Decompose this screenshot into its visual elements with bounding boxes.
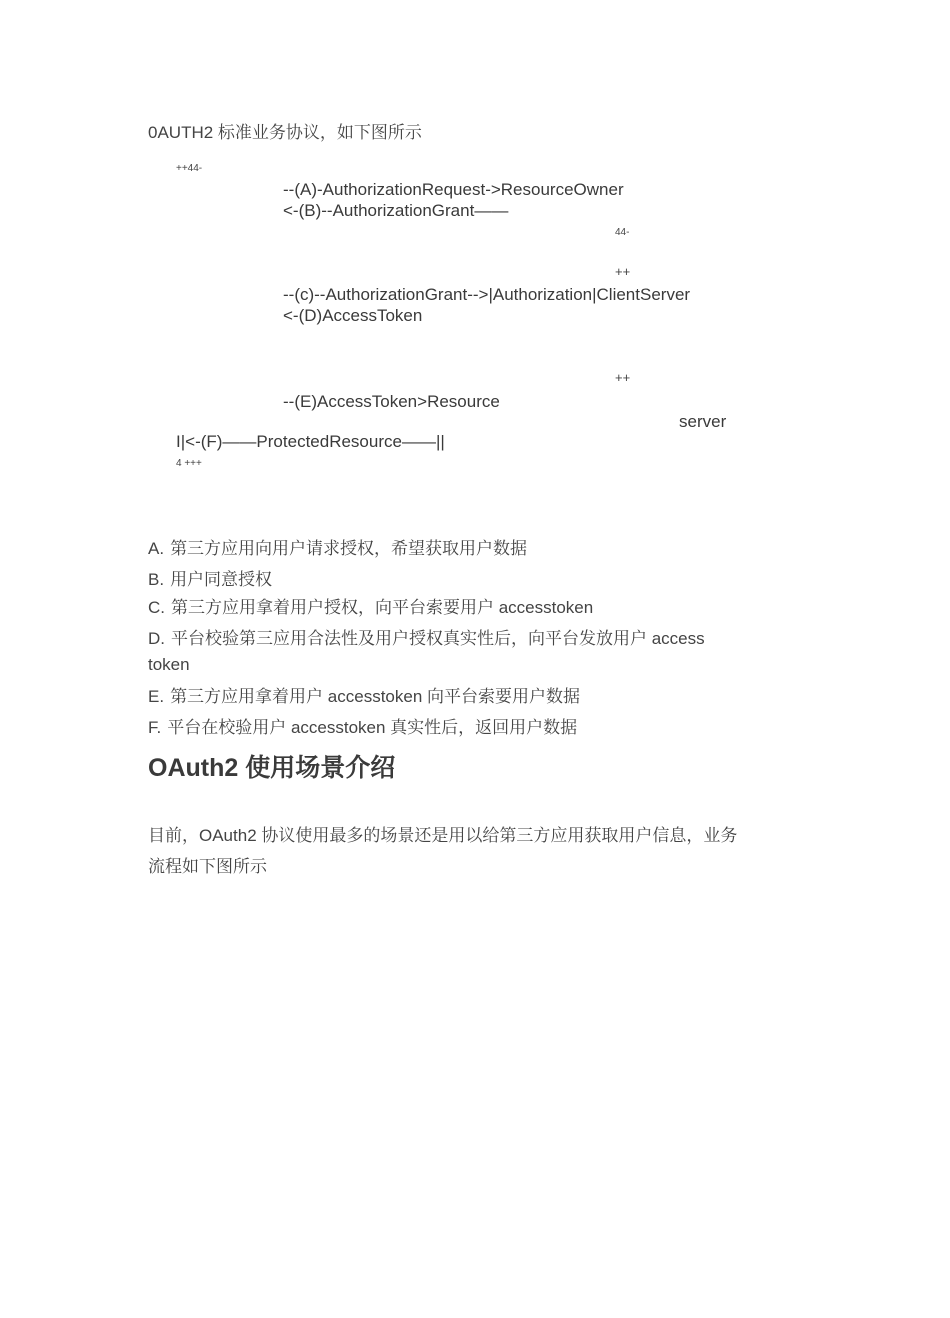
step-d: [148, 624, 705, 649]
step-f: [148, 713, 577, 738]
diagram-corner-top: ++44-: [176, 163, 203, 174]
diagram-server-label: server: [679, 412, 727, 431]
diagram-mark-44: 44-: [615, 227, 630, 238]
step-text: 第三方应用拿着用户授权，向平台索要用户 accesstoken: [171, 598, 594, 617]
diagram-plus-2: ++: [615, 370, 631, 385]
step-d-continued: [148, 655, 190, 675]
step-letter: C.: [148, 598, 165, 617]
diagram-corner-bottom: 4 +++: [176, 458, 202, 469]
step-letter: B.: [148, 570, 165, 589]
step-letter: D.: [148, 629, 165, 648]
step-letter: A.: [148, 539, 165, 558]
step-text: 平台在校验用户 accesstoken 真实性后，返回用户数据: [167, 718, 578, 737]
step-text: 第三方应用向用户请求授权，希望获取用户数据: [170, 539, 528, 558]
diagram-line-a: --(A)-AuthorizationRequest->ResourceOwner: [283, 180, 624, 199]
section-heading: OAuth2 使用场景介绍: [148, 754, 396, 782]
step-a: [148, 534, 527, 559]
step-text: 第三方应用拿着用户 accesstoken 向平台索要用户数据: [170, 687, 581, 706]
step-c: [148, 593, 593, 618]
paragraph-line-1: 目前，OAuth2 协议使用最多的场景还是用以给第三方应用获取用户信息，业务: [148, 826, 738, 845]
diagram-line-b: <-(B)--AuthorizationGrant——: [283, 201, 509, 220]
diagram-line-c: --(c)--AuthorizationGrant-->|Authorization|ClientServer: [283, 285, 691, 304]
diagram-plus-1: ++: [615, 264, 631, 279]
diagram-line-f: I|<-(F)——ProtectedResource——||: [176, 432, 445, 451]
step-b: [148, 565, 272, 590]
step-letter: F.: [148, 718, 162, 737]
paragraph-line-2: 流程如下图所示: [148, 857, 267, 876]
step-text: 平台校验第三应用合法性及用户授权真实性后，向平台发放用户 access: [171, 629, 705, 648]
step-e: [148, 682, 580, 707]
step-letter: E.: [148, 687, 165, 706]
step-text: 用户同意授权: [170, 570, 273, 589]
diagram-line-e: --(E)AccessToken>Resource: [283, 392, 500, 411]
intro-text: 0AUTH2 标准业务协议，如下图所示: [148, 123, 422, 142]
step-text: token: [148, 655, 190, 674]
diagram-line-d: <-(D)AccessToken: [283, 306, 423, 325]
